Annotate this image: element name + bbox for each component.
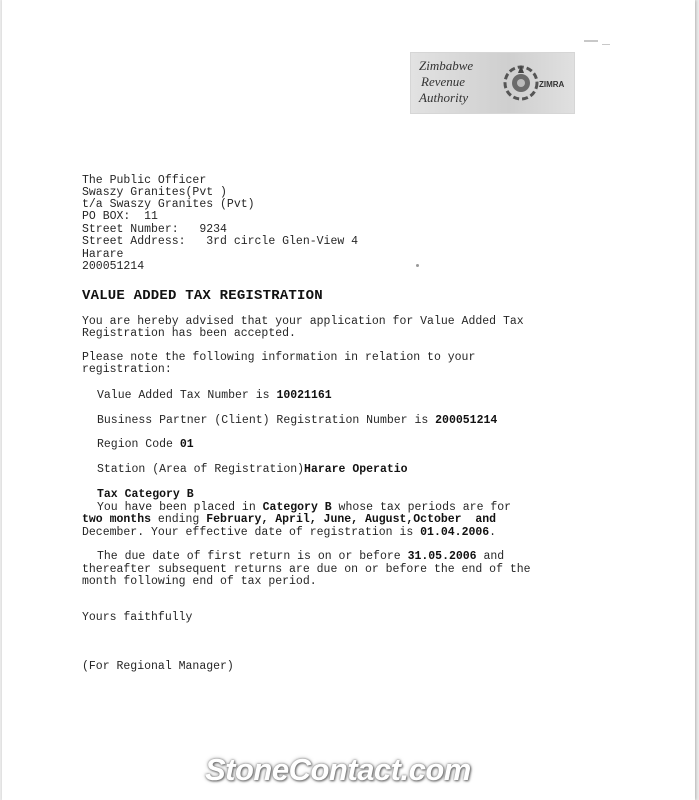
- bp-number-label: Business Partner (Client) Registration Number is: [97, 414, 436, 427]
- region-code-line: [97, 439, 194, 452]
- closing: Yours faithfully: [82, 611, 193, 624]
- category-value: Category B: [262, 501, 332, 514]
- category-text: ending: [151, 513, 207, 526]
- recipient-line: t/a Swaszy Granites (Pvt): [82, 198, 255, 211]
- recipient-line: Harare: [82, 248, 124, 261]
- station-line: [97, 464, 408, 477]
- scan-speck: [602, 44, 610, 45]
- recipient-line: 200051214: [82, 260, 145, 273]
- vat-number-line: [97, 390, 332, 403]
- region-code-label: Region Code: [97, 438, 180, 451]
- vat-number-value: 10021161: [276, 389, 332, 402]
- category-line-2: [82, 514, 496, 527]
- zimra-seal-icon: [499, 61, 543, 105]
- region-code-value: 01: [179, 438, 194, 451]
- intro-line-1: You are hereby advised that your application for Value Added Tax: [82, 315, 524, 328]
- period-length: two months: [82, 513, 152, 526]
- document-title: VALUE ADDED TAX REGISTRATION: [82, 288, 323, 304]
- vat-number-label: Value Added Tax Number is: [97, 389, 277, 402]
- recipient-line: Street Number: 9234: [82, 223, 227, 236]
- station-value: Harare Operatio: [304, 463, 408, 476]
- note-line-1: Please note the following information in relation to your: [82, 351, 476, 364]
- category-line-3: [82, 527, 496, 540]
- bp-number-value: 200051214: [435, 414, 498, 427]
- due-line-3: month following end of tax period.: [82, 575, 317, 588]
- category-text: You have been placed in: [97, 501, 263, 514]
- tax-category-heading: [97, 489, 194, 502]
- station-label: Station (Area of Registration): [97, 463, 305, 476]
- effective-date-value: 01.04.2006: [420, 526, 490, 539]
- intro-line-2: Registration has been accepted.: [82, 327, 296, 340]
- logo-line-2: Revenue: [421, 74, 466, 89]
- watermark: StoneContact.com: [205, 752, 471, 787]
- letter-page: [2, 0, 695, 800]
- period-months: February, April, June, August,October and: [206, 513, 497, 526]
- due-date-label: The due date of first return is on or before: [97, 550, 408, 563]
- due-date-value: 31.05.2006: [407, 550, 477, 563]
- scan-speck: [416, 264, 419, 267]
- logo-line-1: Zimbabwe: [419, 58, 474, 73]
- bp-number-line: [97, 415, 497, 428]
- tax-category-heading-text: Tax Category B: [97, 488, 194, 501]
- recipient-line: PO BOX: 11: [82, 210, 158, 223]
- due-line-2: thereafter subsequent returns are due on or before the end of the: [82, 563, 531, 576]
- logo-text: [419, 58, 473, 106]
- category-text: .: [489, 526, 497, 539]
- logo-line-3: Authority: [419, 90, 469, 105]
- note-line-2: registration:: [82, 363, 172, 376]
- recipient-line: Street Address: 3rd circle Glen-View 4: [82, 235, 359, 248]
- category-text: whose tax periods are for: [331, 501, 512, 514]
- recipient-line: Swaszy Granites(Pvt ): [82, 186, 227, 199]
- seal-label: ZIMRA: [539, 80, 565, 89]
- due-text: and: [476, 550, 505, 563]
- due-line-1: [97, 551, 504, 564]
- scan-speck: [584, 40, 598, 42]
- zimra-logo: [410, 52, 575, 114]
- recipient-line: The Public Officer: [82, 174, 207, 187]
- effective-date-label: December. Your effective date of registration is: [82, 526, 421, 539]
- signatory: (For Regional Manager): [82, 660, 234, 673]
